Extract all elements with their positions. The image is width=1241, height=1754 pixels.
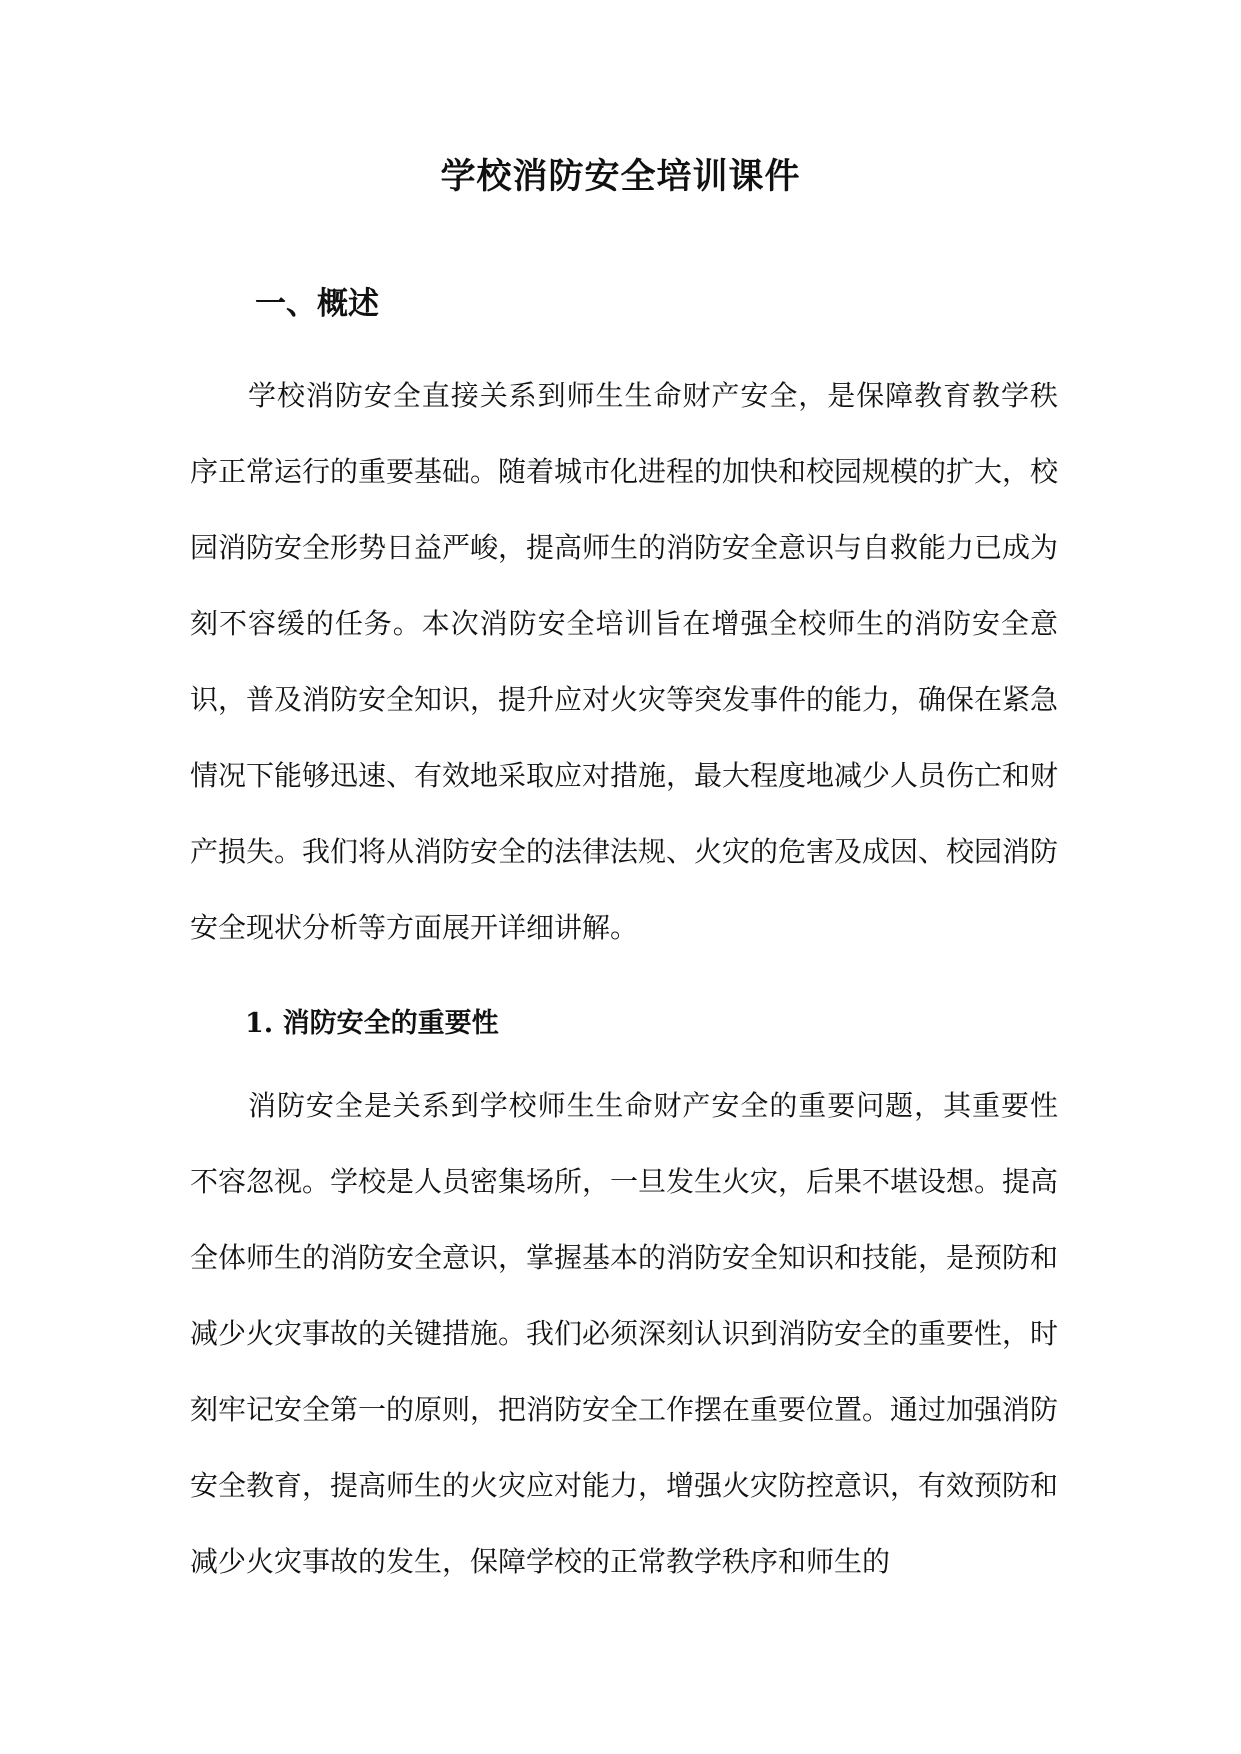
overview-paragraph: 学校消防安全直接关系到师生生命财产安全，是保障教育教学秩序正常运行的重要基础。随着城市化进程的加快和校园规模的扩大，校园消防安全形势日益严峻，提高师生的消防安全意识与自救能力已成为刻不容缓的任务。本次消防安全培训旨在增强全校师生的消防安全意识，普及消防安全知识，提升应对火灾等突发事件的能力，确保在紧急情况下能够迅速、有效地采取应对措施，最大程度地减少人员伤亡和财产损失。我们将从消防安全的法律法规、火灾的危害及成因、校园消防安全现状分析等方面展开详细讲解。 <box>190 379 1059 944</box>
section-heading-overview: 一、概述 <box>255 286 379 322</box>
subsection-heading-importance: 1. 消防安全的重要性 <box>245 1008 499 1039</box>
importance-paragraph: 消防安全是关系到学校师生生命财产安全的重要问题，其重要性不容忽视。学校是人员密集场所，一旦发生火灾，后果不堪设想。提高全体师生的消防安全意识，掌握基本的消防安全知识和技能，是预防和减少火灾事故的关键措施。我们必须深刻认识到消防安全的重要性，时刻牢记安全第一的原则，把消防安全工作摆在重要位置。通过加强消防安全教育，提高师生的火灾应对能力，增强火灾防控意识，有效预防和减少火灾事故的发生，保障学校的正常教学秩序和师生的 <box>190 1089 1059 1578</box>
document-title: 学校消防安全培训课件 <box>440 156 801 197</box>
